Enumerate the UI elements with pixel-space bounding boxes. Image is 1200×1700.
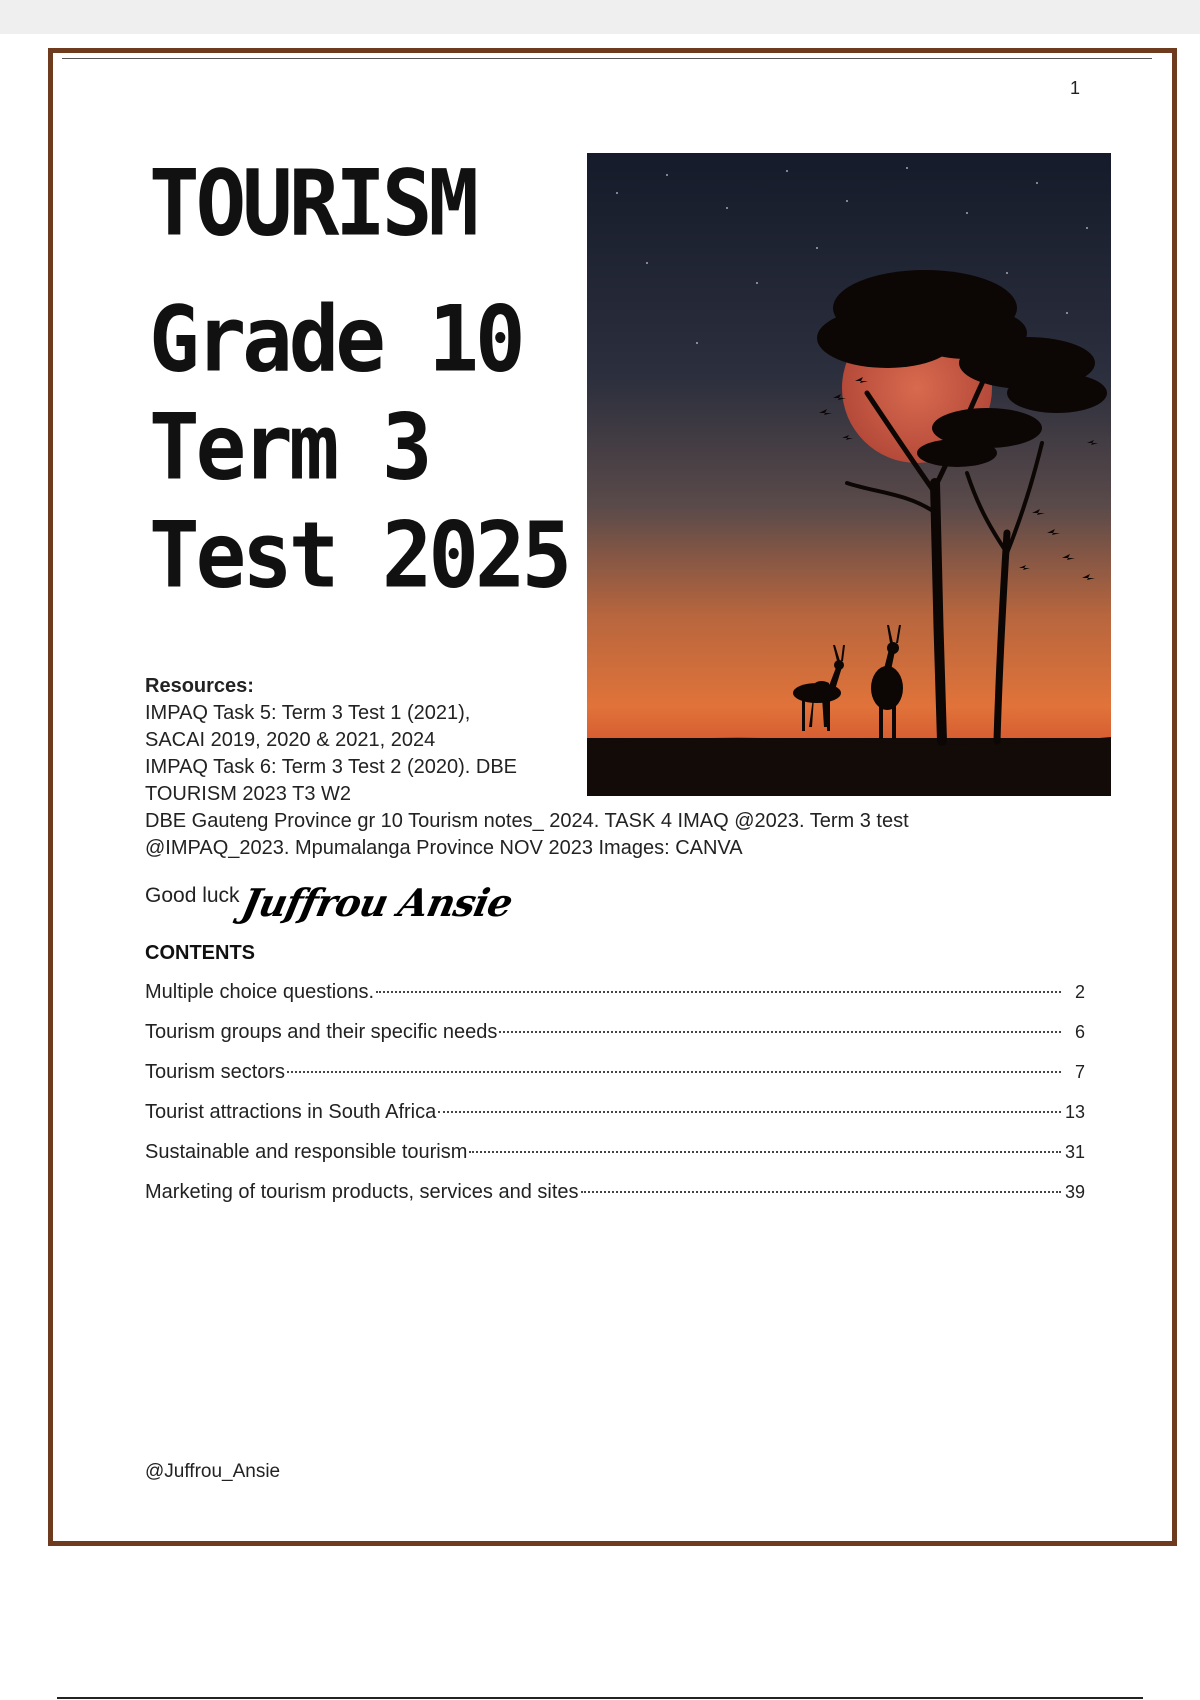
resources-line: SACAI 2019, 2020 & 2021, 2024 [145, 729, 436, 751]
toc-leader-dots [438, 1111, 1061, 1113]
resources-line: IMPAQ Task 6: Term 3 Test 2 (2020). DBE [145, 756, 518, 778]
toc-entry-title: Tourism sectors [145, 1061, 286, 1083]
resources-line: DBE Gauteng Province gr 10 Tourism notes_ 2024. TASK 4 IMAQ @2023. Term 3 test [145, 810, 909, 832]
resources-line: @IMPAQ_2023. Mpumalanga Province NOV 2023 Images: CANVA [145, 837, 743, 859]
toc-entry-page: 13 [1064, 1102, 1085, 1122]
page-number: 1 [1069, 78, 1080, 98]
author-handle: @Juffrou_Ansie [145, 1461, 281, 1482]
toc-entry-title: Tourist attractions in South Africa [145, 1101, 437, 1123]
title-line-grade: Grade 10 [149, 286, 522, 392]
toc-entry[interactable] [145, 1061, 1085, 1101]
page-frame [48, 48, 1177, 1546]
toc-entry-title: Tourism groups and their specific needs [145, 1021, 498, 1043]
toc-entry[interactable] [145, 1181, 1085, 1221]
contents-heading: CONTENTS [145, 942, 255, 964]
toc-entry[interactable] [145, 1101, 1085, 1141]
toc-entry[interactable] [145, 981, 1085, 1021]
table-of-contents [145, 981, 1085, 1221]
header-rule [62, 58, 1152, 59]
good-luck-line [145, 861, 516, 931]
toc-leader-dots [376, 991, 1061, 993]
toc-entry[interactable] [145, 1021, 1085, 1061]
toc-entry[interactable] [145, 1141, 1085, 1181]
toc-entry-title: Sustainable and responsible tourism [145, 1141, 468, 1163]
toc-entry-page: 39 [1064, 1182, 1085, 1202]
resources-line: IMPAQ Task 5: Term 3 Test 1 (2021), [145, 702, 471, 724]
title-line-test: Test 2025 [149, 502, 569, 608]
resources-heading: Resources: [145, 675, 254, 697]
toc-leader-dots [499, 1031, 1061, 1033]
next-page-rule [57, 1697, 1143, 1699]
toc-entry-page: 7 [1074, 1062, 1085, 1082]
toc-entry-page: 6 [1074, 1022, 1085, 1042]
document-title [149, 149, 568, 609]
toc-entry-title: Multiple choice questions. [145, 981, 375, 1003]
title-line-term: Term 3 [149, 394, 429, 500]
toc-entry-page: 2 [1074, 982, 1085, 1002]
toc-entry-page: 31 [1064, 1142, 1085, 1162]
toc-leader-dots [469, 1151, 1061, 1153]
author-signature: Juffrou Ansie [237, 879, 516, 925]
resources-line: TOURISM 2023 T3 W2 [145, 783, 351, 805]
resources-section [145, 673, 1105, 862]
toc-entry-title: Marketing of tourism products, services and sites [145, 1181, 579, 1203]
title-line-subject: TOURISM [149, 150, 476, 256]
good-luck-text: Good luck [145, 884, 240, 907]
toc-leader-dots [581, 1191, 1061, 1193]
toc-leader-dots [287, 1071, 1061, 1073]
viewer-top-band [0, 0, 1200, 34]
